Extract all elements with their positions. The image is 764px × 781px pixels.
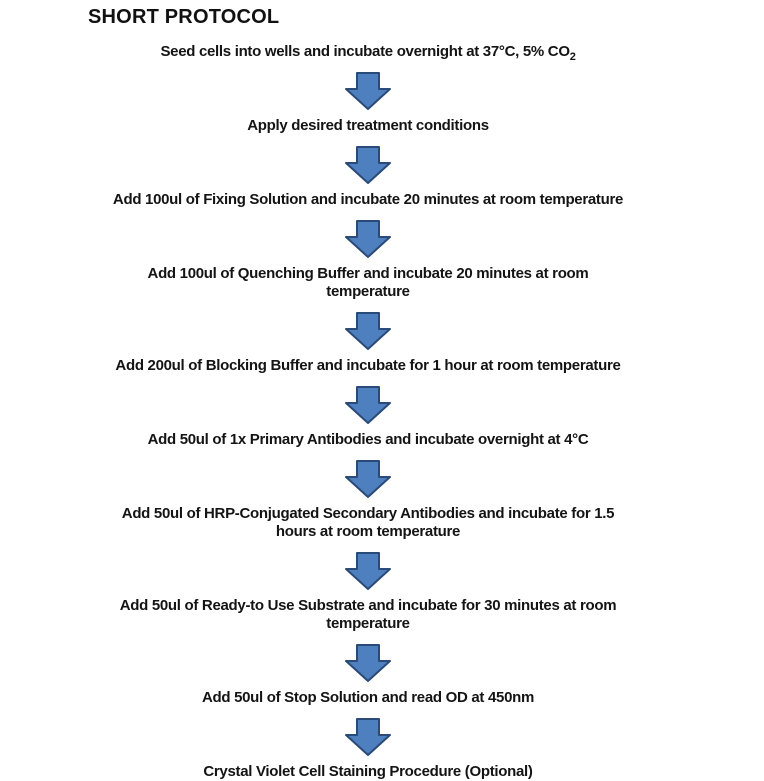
- down-arrow-icon: [78, 220, 658, 258]
- protocol-step-9: [78, 689, 658, 707]
- protocol-step-2: [78, 117, 658, 135]
- protocol-step-4: [78, 265, 658, 301]
- step-line: hours at room temperature: [275, 523, 461, 540]
- down-arrow-icon: [78, 552, 658, 590]
- protocol-step-8: [78, 597, 658, 633]
- subscript-text: 2: [569, 51, 576, 63]
- down-arrow-icon: [78, 312, 658, 350]
- step-line: Apply desired treatment conditions: [247, 117, 489, 134]
- down-arrow-icon: [78, 644, 658, 682]
- step-line: Add 100ul of Fixing Solution and incubate 20 minutes at room temperature: [112, 191, 624, 208]
- step-line: Seed cells into wells and incubate overnight at 37°C, 5% $CO_2$: [160, 43, 576, 63]
- step-line: Add 50ul of HRP-Conjugated Secondary Antibodies and incubate for 1.5: [121, 505, 615, 522]
- down-arrow-icon: [78, 386, 658, 424]
- step-line: Add 200ul of Blocking Buffer and incubate for 1 hour at room temperature: [115, 357, 621, 374]
- step-line: Add 50ul of Stop Solution and read OD at 450nm: [201, 689, 535, 706]
- step-line: Add 50ul of 1x Primary Antibodies and incubate overnight at 4°C: [147, 431, 589, 448]
- step-line: temperature: [326, 615, 410, 632]
- protocol-step-6: [78, 431, 658, 449]
- step-line: temperature: [326, 283, 410, 300]
- step-line: Add 50ul of Ready-to Use Substrate and incubate for 30 minutes at room: [119, 597, 617, 614]
- protocol-step-1: [78, 43, 658, 61]
- protocol-flow: [78, 43, 658, 781]
- step-line: Crystal Violet Cell Staining Procedure (Optional): [203, 763, 533, 780]
- down-arrow-icon: [78, 460, 658, 498]
- protocol-step-5: [78, 357, 658, 375]
- protocol-step-7: [78, 505, 658, 541]
- down-arrow-icon: [78, 72, 658, 110]
- step-line: Add 100ul of Quenching Buffer and incubate 20 minutes at room: [147, 265, 589, 282]
- protocol-step-10: [78, 763, 658, 781]
- page-title: SHORT PROTOCOL: [88, 6, 280, 28]
- protocol-step-3: [78, 191, 658, 209]
- down-arrow-icon: [78, 146, 658, 184]
- down-arrow-icon: [78, 718, 658, 756]
